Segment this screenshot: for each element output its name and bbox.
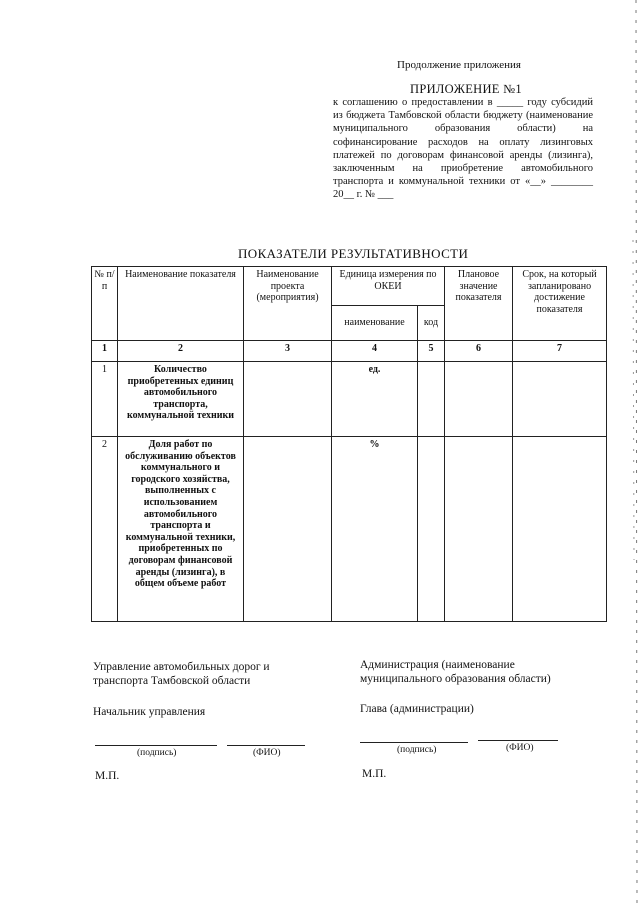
row-deadline [513,362,607,437]
column-number: 2 [118,341,244,362]
right-stamp-label: М.П. [362,768,387,780]
left-name-line [227,745,305,746]
row-planned [445,437,513,622]
left-signature-caption: (подпись) [137,748,177,758]
row-unit-code [418,362,445,437]
column-number: 6 [445,341,513,362]
header-unit-name: наименование [332,306,418,341]
header-unit-code: код [418,306,445,341]
row-indicator: Количество приобретенных единиц автомобильного транспорта, коммунальной техники [118,362,244,437]
row-unit-code [418,437,445,622]
column-numbers-row [92,341,607,362]
header-unit-group: Единица измерения по ОКЕИ [332,267,445,306]
table-header-row [92,267,607,306]
row-planned [445,362,513,437]
table-row [92,437,607,622]
right-name-caption: (ФИО) [506,743,534,753]
document-title: ПОКАЗАТЕЛИ РЕЗУЛЬТАТИВНОСТИ [238,246,469,261]
header-indicator: Наименование показателя [118,267,244,341]
row-project [244,362,332,437]
continuation-note: Продолжение приложения [397,59,521,71]
column-number: 1 [92,341,118,362]
header-planned: Плановое значение показателя [445,267,513,341]
row-indicator: Доля работ по обслуживанию объектов коммунального и городского хозяйства, выполненных с использованием автомобильного транспорта и коммунальной техники, приобретенных по договорам финансовой аренды (лизинга), в общем объеме работ [118,437,244,622]
appendix-reference-text: к соглашению о предоставлении в _____ году субсидий из бюджета Тамбовской области бюджету (наименование муниципального образования области) на софинансирование расходов на оплату лизинговых платежей по договорам финансовой аренды (лизинга), заключенным на приобретение автомобильного транспорта и коммунальной техники от «__» ________ 20__ г. № ___ [333,97,593,201]
left-organization: Управление автомобильных дорог и транспорта Тамбовской области [93,661,270,687]
column-number: 5 [418,341,445,362]
right-organization: Администрация (наименование муниципального образования области) [360,659,551,685]
column-number: 3 [244,341,332,362]
row-unit-name: ед. [332,362,418,437]
row-num: 1 [92,362,118,437]
left-stamp-label: М.П. [95,770,120,782]
left-name-caption: (ФИО) [253,748,281,758]
right-position: Глава (администрации) [360,703,474,715]
left-signature-line [95,745,217,746]
header-deadline: Срок, на который запланировано достижение показателя [513,267,607,341]
row-deadline [513,437,607,622]
header-project: Наименование проекта (мероприятия) [244,267,332,341]
appendix-title: ПРИЛОЖЕНИЕ №1 [410,82,522,96]
column-number: 4 [332,341,418,362]
column-number: 7 [513,341,607,362]
row-num: 2 [92,437,118,622]
left-position: Начальник управления [93,706,206,718]
scan-edge-marks [627,0,639,905]
right-signature-line [360,742,468,743]
right-signature-caption: (подпись) [397,745,437,755]
indicators-table [91,266,607,622]
row-project [244,437,332,622]
header-num: № п/п [92,267,118,341]
table-row [92,362,607,437]
row-unit-name: % [332,437,418,622]
right-name-line [478,740,558,741]
